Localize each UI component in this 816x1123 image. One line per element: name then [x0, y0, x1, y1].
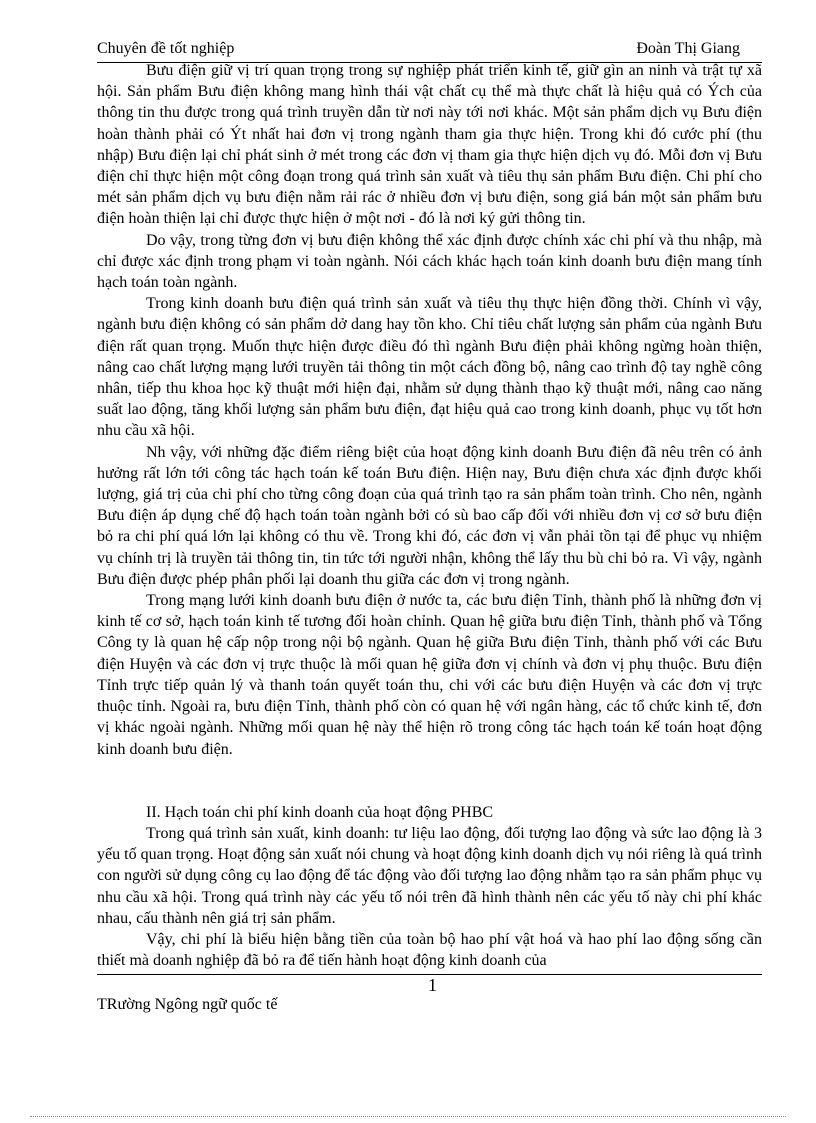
paragraph: Do vậy, trong từng đơn vị bưu điện không thể xác định được chính xác chi phí và thu nhập, mà chỉ được xác định trong phạm vi toàn ngành. Nói cách khác hạch toán kinh doanh bưu điện mang tính hạch toán toàn ngành. [97, 231, 762, 292]
paragraph: Trong kinh doanh bưu điện quá trình sản xuất và tiêu thụ thực hiện đồng thời. Chính vì vậy, ngành bưu điện không có sản phẩm dở dang hay tồn kho. Chỉ tiêu chất lượng sản phẩm của ngành Bưu điện rất quan trọng. Muốn thực hiện được điều đó thì ngành Bưu điện phải không ngừng hoàn thiện, nâng cao chất lượng mạng lưới truyền tải thông tin một cách đồng bộ, nâng cao trình độ tay nghề công nhân, tiếp thu khoa học kỹ thuật mới hiện đại, nhằm sử dụng thành thạo kỹ thuật mới, nâng cao năng suất lao động, tăng khối lượng sản phẩm bưu điện, đạt hiệu quả cao trong kinh doanh, phục vụ tốt hơn nhu cầu xã hội. [97, 295, 762, 440]
paragraph: Trong quá trình sản xuất, kinh doanh: tư liệu lao động, đối tượng lao động và sức lao động là 3 yếu tố quan trọng. Hoạt động sản xuất nói chung và hoạt động kinh doanh dịch vụ nói riêng là quá trình con người sử dụng công cụ lao động để tác động vào đối tượng lao động nhằm tạo ra sản phẩm phục vụ nhu cầu xã hội. Trong quá trình này các yếu tố nói trên đã hình thành nên các yếu tố này chi phí khác nhau, cấu thành nên giá trị sản phẩm. [97, 824, 762, 927]
header-title: Chuyên đề tốt nghiệp [97, 40, 235, 57]
paragraph: Vậy, chi phí là biểu hiện bằng tiền của toàn bộ hao phí vật hoá và hao phí lao động sống cần thiết mà doanh nghiệp đã bỏ ra để tiến hành hoạt động kinh doanh của [97, 930, 762, 970]
spacer [97, 760, 762, 802]
header-author: Đoàn Thị Giang [636, 40, 740, 57]
paragraph: Trong mạng lưới kinh doanh bưu điện ở nước ta, các bưu điện Tỉnh, thành phố là những đơn vị kinh tế cơ sở, hạch toán kinh tế tương đối hoàn chỉnh. Quan hệ giữa bưu điện Tỉnh, thành phố và Tổng Công ty là quan hệ cấp nộp trong nội bộ ngành. Quan hệ giữa Bưu điện Tỉnh, thành phố với các Bưu điện Huyện và các đơn vị trực thuộc là mối quan hệ giữa đơn vị chính và đơn vị phụ thuộc. Bưu điện Tỉnh trực tiếp quản lý và thanh toán quyết toán thu, chi với các bưu điện Huyện và các đơn vị trực thuộc tỉnh. Ngoài ra, bưu điện Tỉnh, thành phố còn có quan hệ với ngân hàng, các tổ chức kinh tế, đơn vị khác ngoài ngành. Những mối quan hệ này thể hiện rõ trong công tác hạch toán kế toán hoạt động kinh doanh bưu điện. [97, 592, 762, 758]
paragraph: Bưu điện giữ vị trí quan trọng trong sự nghiệp phát triển kinh tế, giữ gìn an ninh và trật tự xã hội. Sản phẩm Bưu điện không mang hình thái vật chất cụ thể mà thực chất là hiệu quả có Ých của thông tin thu được trong quá trình truyền dẫn từ nơi này tới nơi khác. Một sản phẩm dịch vụ Bưu điện hoàn thành phải có Ýt nhất hai đơn vị trong ngành tham gia thực hiện. Trong khi đó cước phí (thu nhập) Bưu điện lại chỉ phát sinh ở mét trong các đơn vị tham gia thực hiện dịch vụ đó. Mỗi đơn vị Bưu điện chỉ thực hiện một công đoạn trong quá trình sản xuất và tiêu thụ sản phẩm Bưu điện. Chi phí cho mét sản phẩm dịch vụ bưu điện nằm rải rác ở nhiều đơn vị bưu điện, song giá bán một sản phẩm bưu điện hoàn thiện lại chỉ được thực hiện ở một nơi - đó là nơi ký gửi thông tin. [97, 62, 762, 228]
page-edge-dots [30, 1116, 786, 1117]
document-body [97, 60, 762, 971]
page-number: 1 [428, 975, 437, 995]
paragraph: Nh vậy, với những đặc điểm riêng biệt của hoạt động kinh doanh Bưu điện đã nêu trên có ảnh hưởng rất lớn tới công tác hạch toán kế toán Bưu điện. Hiện nay, Bưu điện chưa xác định được khối lượng, giá trị của chi phí cho từng công đoạn của quá trình tạo ra sản phẩm toàn trình. Cho nên, ngành Bưu điện áp dụng chế độ hạch toán toàn ngành bởi có sù bao cấp đối với nhiều đơn vị cơ sở bưu điện bỏ ra chi phí quá lớn lại không có thu về. Trong khi đó, các đơn vị vẫn phải tồn tại để phục vụ nhiệm vụ chính trị là truyền tải thông tin, tin tức tới người nhận, không thể lấy thu bù chi bỏ ra. Vì vậy, ngành Bưu điện được phép phân phối lại doanh thu giữa các đơn vị trong ngành. [97, 443, 762, 588]
section-heading: II. Hạch toán chi phí kinh doanh của hoạt động PHBC [146, 803, 494, 821]
footer-school: TRường Ngông ngữ quốc tế [97, 996, 278, 1013]
